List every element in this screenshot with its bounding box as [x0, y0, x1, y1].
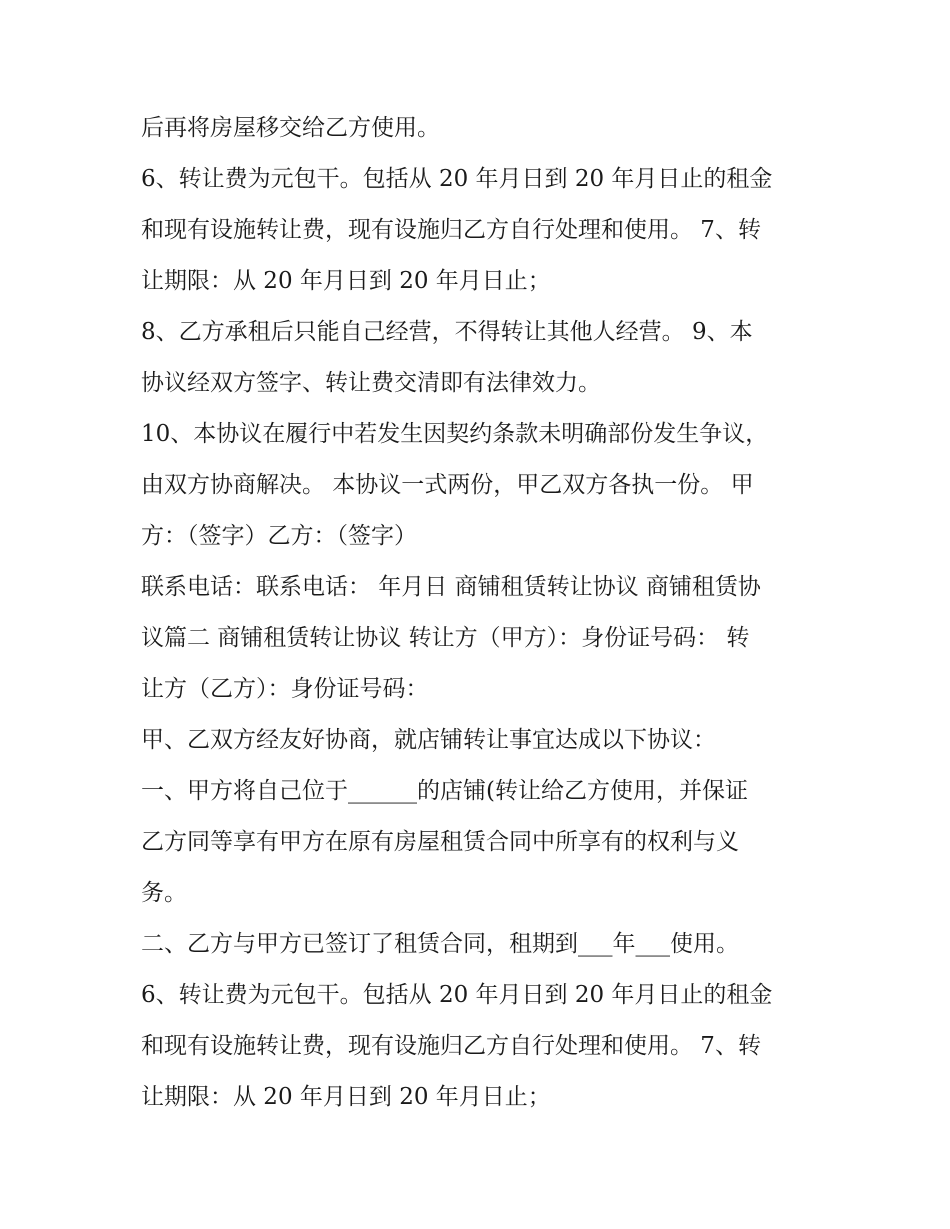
text-line: 和现有设施转让费，现有设施归乙方自行处理和使用。 7、转 — [141, 217, 761, 243]
text-line: 二、乙方与甲方已签订了租赁合同，租期到___年___使用。 — [141, 931, 739, 957]
text-line: 甲、乙双方经友好协商，就店铺转让事宜达成以下协议： — [141, 727, 716, 753]
text-line: 一、甲方将自己位于______的店铺(转让给乙方使用，并保证 — [141, 778, 748, 804]
text-line: 乙方同等享有甲方在原有房屋租赁合同中所享有的权利与义 — [141, 829, 739, 855]
text-line: 让期限：从 20 年月日到 20 年月日止； — [141, 1084, 551, 1110]
text-line: 让期限：从 20 年月日到 20 年月日止； — [141, 268, 551, 294]
text-line: 8、乙方承租后只能自己经营，不得转让其他人经营。 9、本 — [141, 319, 753, 345]
text-line: 务。 — [141, 880, 187, 906]
text-line: 由双方协商解决。 本协议一式两份，甲乙双方各执一份。 甲 — [141, 472, 754, 498]
text-line: 和现有设施转让费，现有设施归乙方自行处理和使用。 7、转 — [141, 1033, 761, 1059]
text-line: 后再将房屋移交给乙方使用。 — [141, 115, 440, 141]
text-line: 让方（乙方）：身份证号码： — [141, 676, 429, 702]
text-line: 10、本协议在履行中若发生因契约条款未明确部份发生争议， — [141, 421, 769, 447]
text-line: 协议经双方签字、转让费交清即有法律效力。 — [141, 370, 601, 396]
text-line: 6、转让费为元包干。包括从 20 年月日到 20 年月日止的租金 — [141, 166, 773, 192]
text-line: 议篇二 商铺租赁转让协议 转让方（甲方）：身份证号码： 转 — [141, 625, 750, 651]
text-line: 联系电话：联系电话： 年月日 商铺租赁转让协议 商铺租赁协 — [141, 574, 761, 600]
text-line: 6、转让费为元包干。包括从 20 年月日到 20 年月日止的租金 — [141, 982, 773, 1008]
document-body — [141, 103, 821, 1123]
text-line: 方：（签字）乙方：（签字） — [141, 523, 417, 549]
